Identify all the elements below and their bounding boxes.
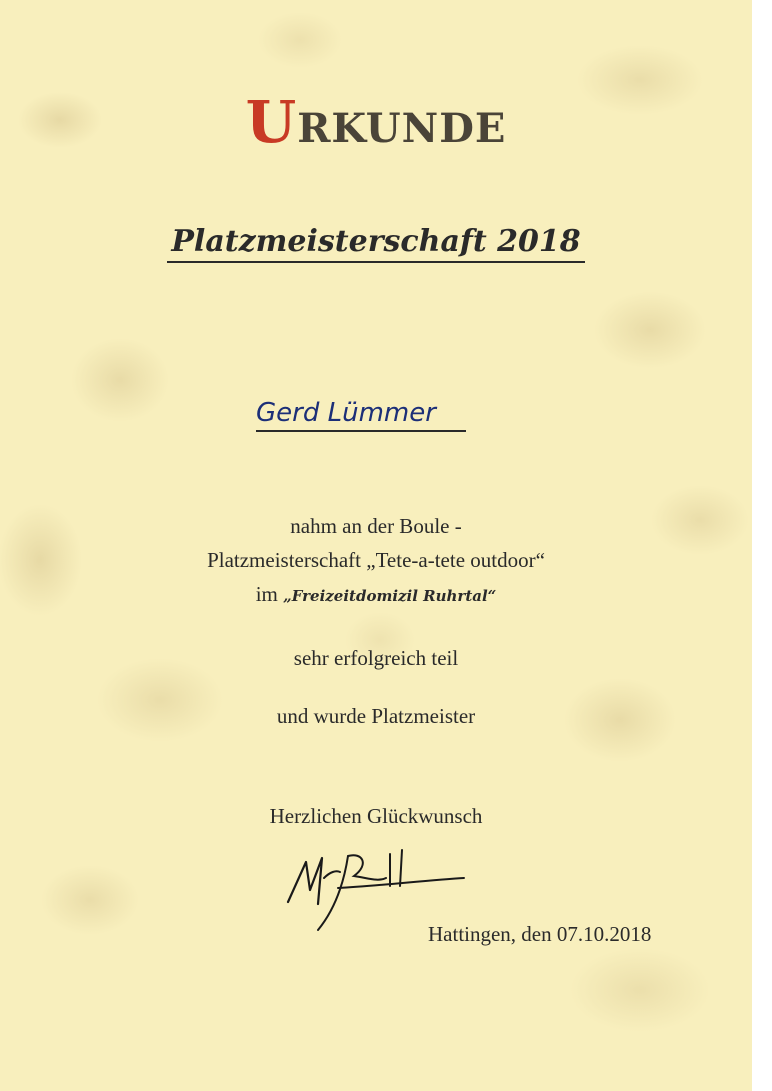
body-line-5: und wurde Platzmeister xyxy=(276,704,476,728)
signature xyxy=(278,842,478,932)
subtitle-text: Platzmeisterschaft 2018 xyxy=(167,224,584,263)
title-initial: U xyxy=(245,88,298,156)
body-line-3 xyxy=(0,582,752,607)
venue-prefix: im xyxy=(255,582,284,606)
body-line-1: nahm an der Boule - xyxy=(290,514,462,538)
venue-name: „Freizeitdomizil Ruhrtal“ xyxy=(283,587,497,605)
body-line-2: Platzmeisterschaft „Tete-a-tete outdoor“ xyxy=(207,548,545,572)
recipient-name: Gerd Lümmer xyxy=(256,398,466,432)
title-rest: RKUNDE xyxy=(297,105,507,152)
certificate-subtitle xyxy=(0,224,752,259)
body-line-4: sehr erfolgreich teil xyxy=(293,646,459,670)
certificate-title xyxy=(0,88,752,156)
congratulations: Herzlichen Glückwunsch xyxy=(269,804,483,828)
place-and-date: Hattingen, den 07.10.2018 xyxy=(428,922,652,946)
